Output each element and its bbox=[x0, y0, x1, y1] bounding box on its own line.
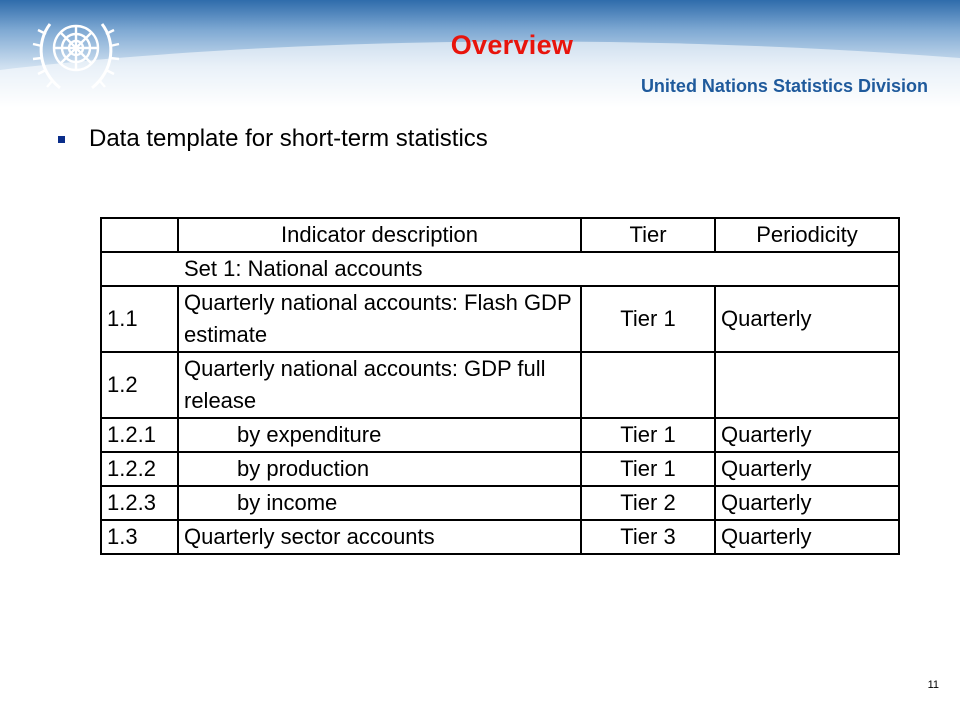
row-description: Quarterly national accounts: Flash GDP estimate bbox=[178, 286, 581, 352]
row-code: 1.2.3 bbox=[101, 486, 178, 520]
header-code bbox=[101, 218, 178, 252]
indicator-table bbox=[100, 217, 900, 555]
row-periodicity: Quarterly bbox=[715, 520, 899, 554]
organization-name: United Nations Statistics Division bbox=[640, 76, 928, 96]
table-row bbox=[101, 486, 899, 520]
row-periodicity bbox=[715, 352, 899, 418]
row-description: by production bbox=[178, 452, 581, 486]
row-description: Quarterly sector accounts bbox=[178, 520, 581, 554]
row-tier: Tier 1 bbox=[581, 452, 715, 486]
row-tier: Tier 3 bbox=[581, 520, 715, 554]
table-row bbox=[101, 520, 899, 554]
row-periodicity: Quarterly bbox=[715, 286, 899, 352]
row-code: 1.2 bbox=[101, 352, 178, 418]
row-tier: Tier 1 bbox=[581, 418, 715, 452]
table-row bbox=[101, 418, 899, 452]
row-periodicity: Quarterly bbox=[715, 418, 899, 452]
set-row bbox=[101, 252, 899, 286]
table-header-row bbox=[101, 218, 899, 252]
set-label: Set 1: National accounts bbox=[101, 252, 899, 286]
square-bullet-icon bbox=[58, 136, 65, 143]
row-description: by income bbox=[178, 486, 581, 520]
header-tier: Tier bbox=[581, 218, 715, 252]
row-tier: Tier 2 bbox=[581, 486, 715, 520]
row-tier bbox=[581, 352, 715, 418]
slide-title: Overview bbox=[450, 30, 574, 60]
row-periodicity: Quarterly bbox=[715, 452, 899, 486]
header-periodicity: Periodicity bbox=[715, 218, 899, 252]
row-description: Quarterly national accounts: GDP full release bbox=[178, 352, 581, 418]
table-row bbox=[101, 452, 899, 486]
bullet-text: Data template for short-term statistics bbox=[89, 125, 488, 152]
row-code: 1.3 bbox=[101, 520, 178, 554]
table-row bbox=[101, 286, 899, 352]
row-code: 1.1 bbox=[101, 286, 178, 352]
row-code: 1.2.1 bbox=[101, 418, 178, 452]
header-description: Indicator description bbox=[178, 218, 581, 252]
row-description: by expenditure bbox=[178, 418, 581, 452]
row-tier: Tier 1 bbox=[581, 286, 715, 352]
row-periodicity: Quarterly bbox=[715, 486, 899, 520]
page-number: 11 bbox=[927, 679, 939, 691]
table-row bbox=[101, 352, 899, 418]
row-code: 1.2.2 bbox=[101, 452, 178, 486]
bullet-item bbox=[58, 125, 488, 153]
